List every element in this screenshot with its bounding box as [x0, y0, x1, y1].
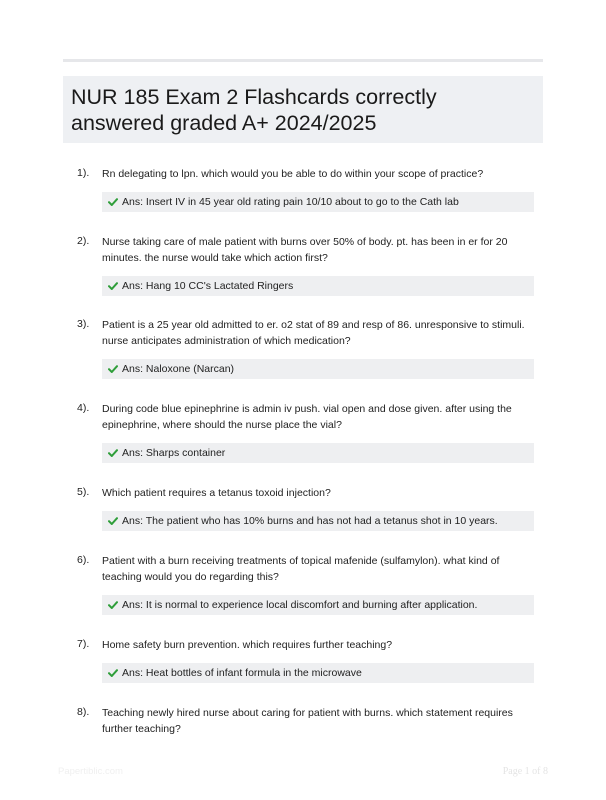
answer-text: Ans: Sharps container	[122, 447, 226, 459]
question-number: 1).	[77, 167, 90, 179]
question-number: 3).	[77, 318, 90, 330]
question-text: Teaching newly hired nurse about caring for patient with burns. which statement requires further teaching?	[102, 707, 513, 735]
check-icon	[108, 448, 118, 458]
page-indicator: Page 1 of 8	[502, 766, 548, 777]
answer-text: Ans: Heat bottles of infant formula in the microwave	[122, 667, 362, 679]
question-number: 6).	[77, 554, 90, 566]
question-text: Patient with a burn receiving treatments of topical mafenide (sulfamylon). what kind of teaching would you do regarding this?	[102, 555, 500, 583]
check-icon	[108, 516, 118, 526]
check-icon	[108, 197, 118, 207]
question-text: Patient is a 25 year old admitted to er. o2 stat of 89 and resp of 86. unresponsive to stimuli. nurse anticipates administration of which medication?	[102, 319, 525, 347]
answer-text: Ans: The patient who has 10% burns and has not had a tetanus shot in 10 years.	[122, 515, 498, 527]
question-number: 5).	[77, 486, 90, 498]
question-number: 8).	[77, 706, 90, 718]
answer-box	[102, 192, 534, 212]
title-banner	[63, 76, 543, 143]
answer-box	[102, 595, 534, 615]
answer-box	[102, 511, 534, 531]
question-text: Rn delegating to lpn. which would you be able to do within your scope of practice?	[102, 168, 484, 180]
answer-box	[102, 359, 534, 379]
answer-text: Ans: Insert IV in 45 year old rating pain 10/10 about to go to the Cath lab	[122, 196, 459, 208]
page-title: NUR 185 Exam 2 Flashcards correctly answered graded A+ 2024/2025	[71, 85, 437, 135]
answer-box	[102, 663, 534, 683]
question-number: 4).	[77, 402, 90, 414]
question-number: 2).	[77, 235, 90, 247]
question-number: 7).	[77, 638, 90, 650]
answer-text: Ans: It is normal to experience local discomfort and burning after application.	[122, 599, 478, 611]
question-text: Which patient requires a tetanus toxoid injection?	[102, 487, 331, 499]
footer-watermark: Papertiblic.com	[58, 766, 123, 777]
answer-text: Ans: Naloxone (Narcan)	[122, 363, 235, 375]
check-icon	[108, 364, 118, 374]
top-divider	[63, 59, 543, 62]
check-icon	[108, 600, 118, 610]
answer-box	[102, 276, 534, 296]
check-icon	[108, 281, 118, 291]
question-text: Home safety burn prevention. which requires further teaching?	[102, 639, 393, 651]
question-text: During code blue epinephrine is admin iv push. vial open and dose given. after using the epinephrine, where should the nurse place the vial?	[102, 403, 512, 431]
answer-text: Ans: Hang 10 CC's Lactated Ringers	[122, 280, 294, 292]
check-icon	[108, 668, 118, 678]
question-text: Nurse taking care of male patient with burns over 50% of body. pt. has been in er for 20 minutes. the nurse would take which action first?	[102, 236, 508, 264]
answer-box	[102, 443, 534, 463]
